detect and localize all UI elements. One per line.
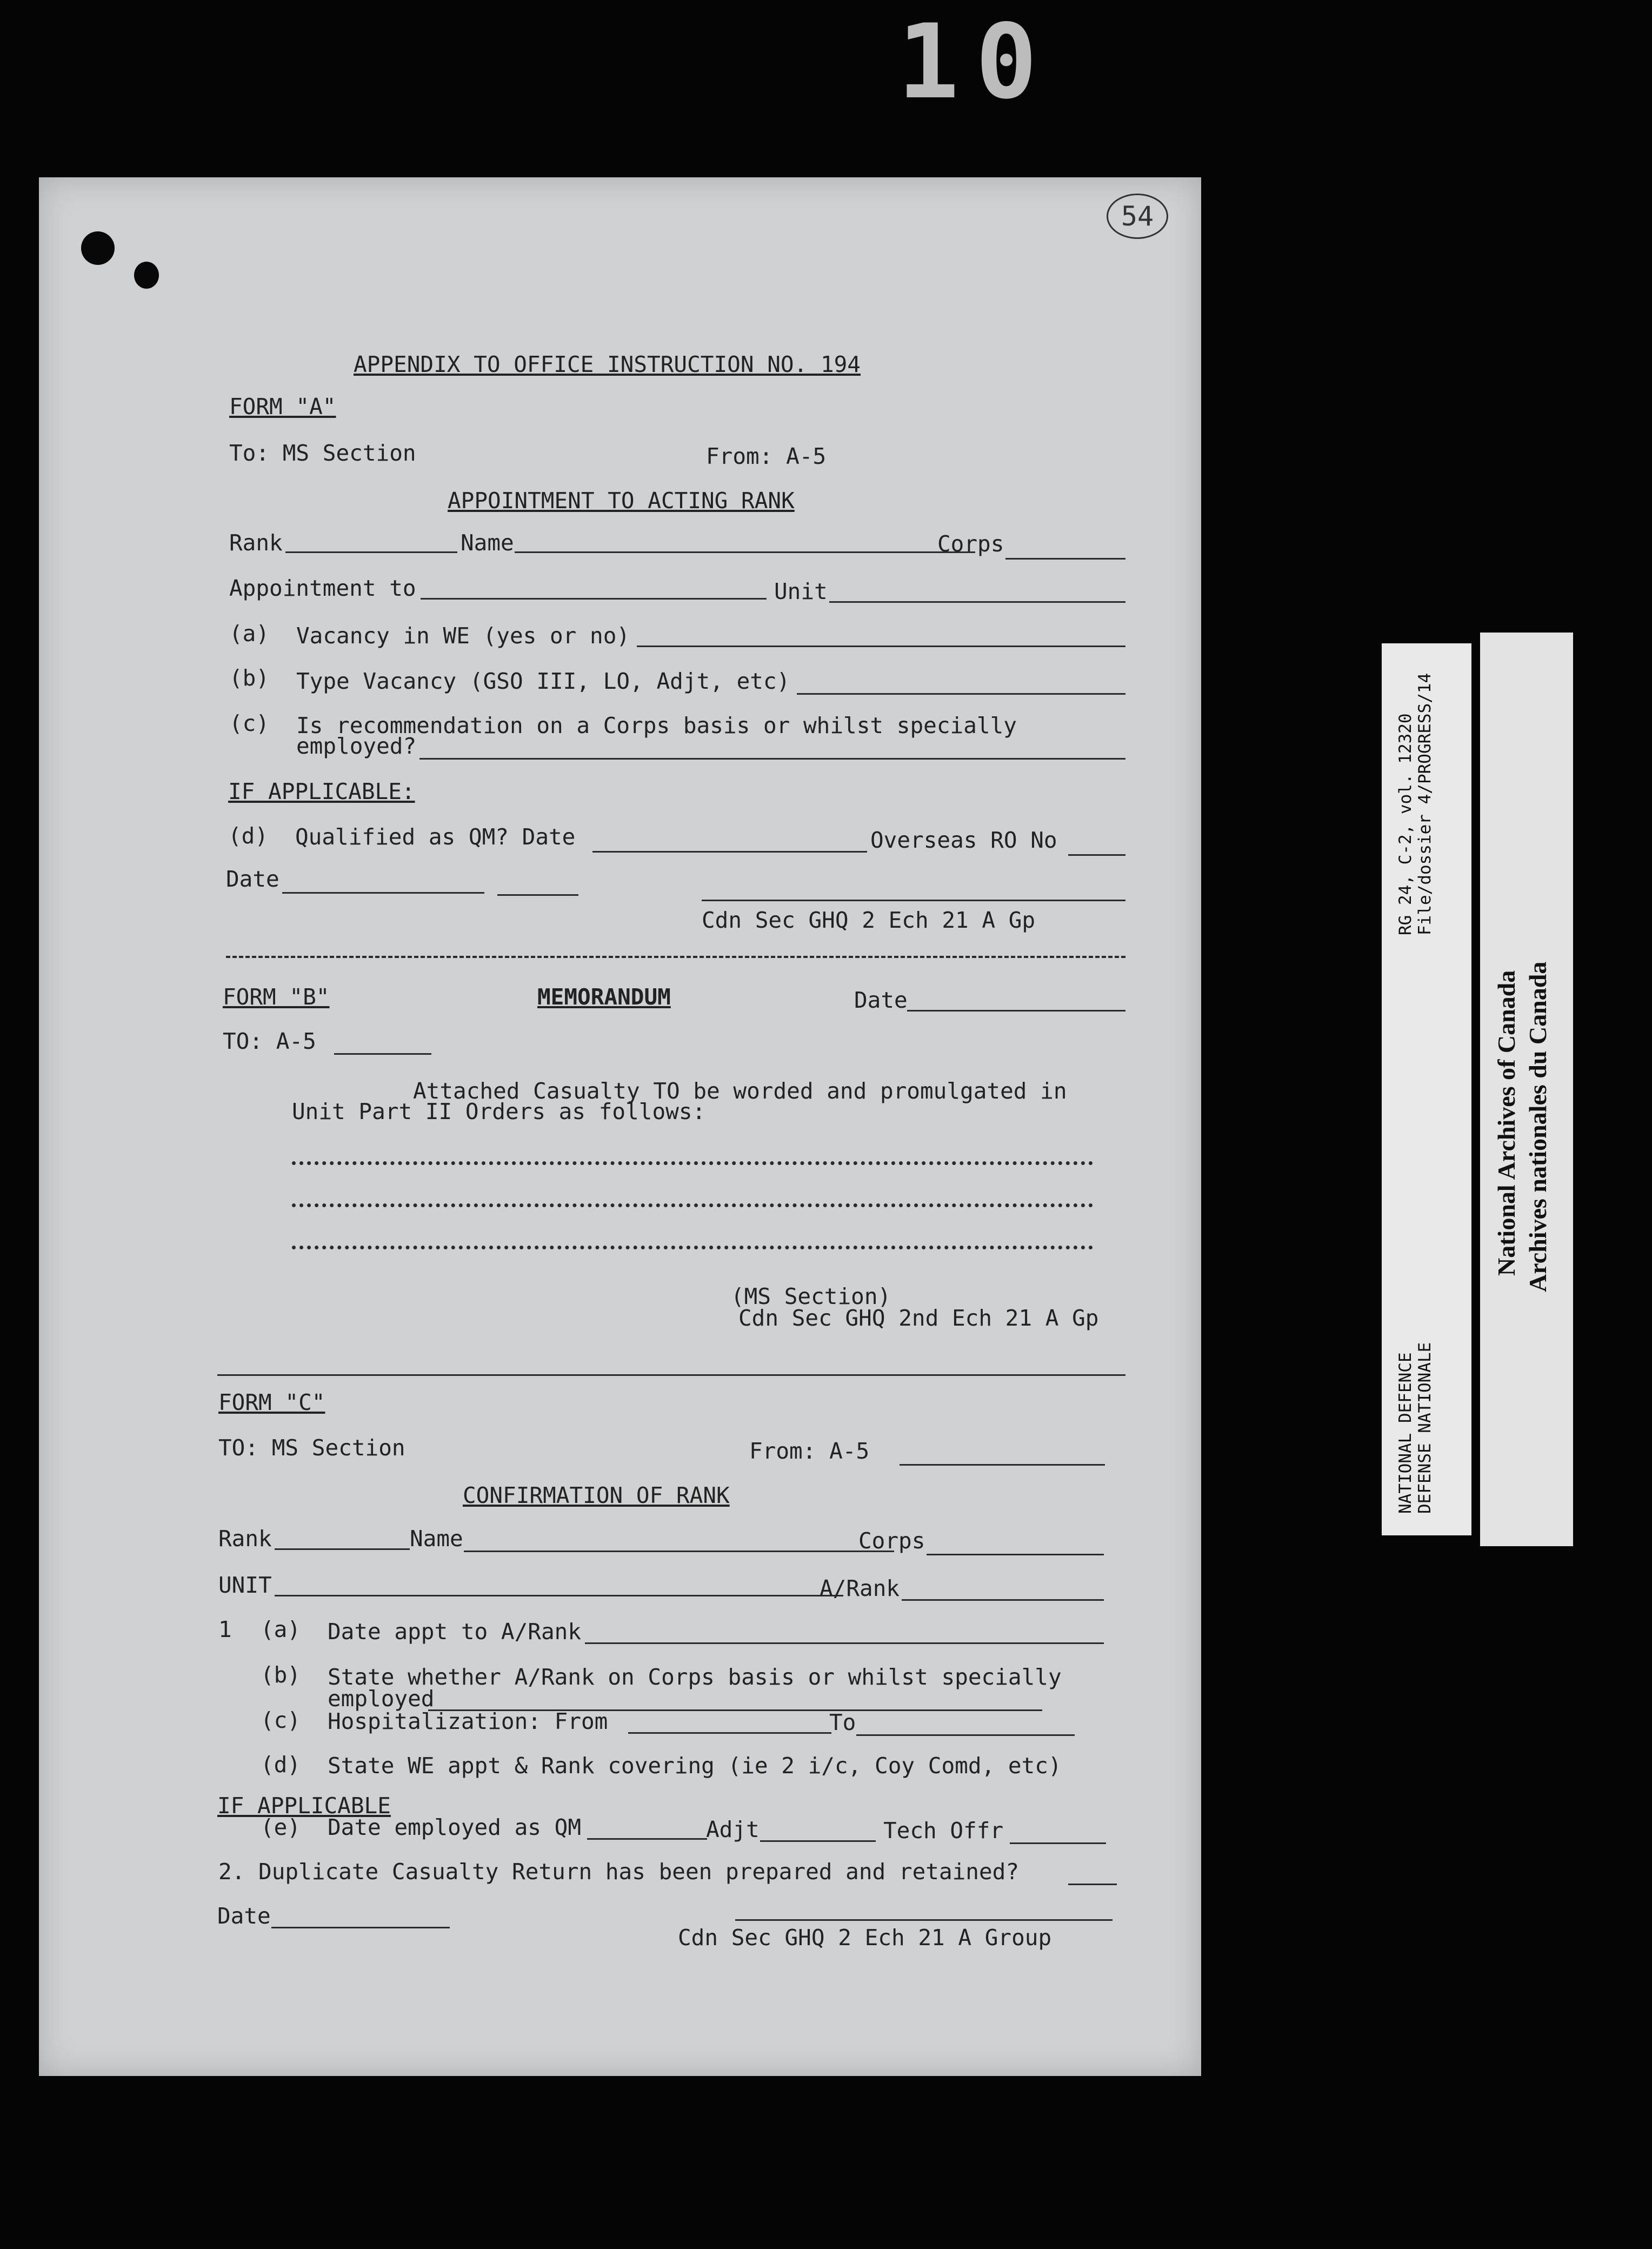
item-a-blank[interactable] [637, 646, 1125, 647]
form-a-title: APPOINTMENT TO ACTING RANK [448, 488, 795, 514]
form-c-to: TO: MS Section [218, 1435, 405, 1461]
form-c-from: From: A-5 [749, 1438, 870, 1464]
archive-name-label [1480, 633, 1573, 1546]
form-b-body-2: Unit Part II Orders as follows: [292, 1099, 706, 1124]
document-page [39, 177, 1201, 2076]
overseas-label: Overseas RO No [870, 827, 1057, 853]
item-a-label: (a) [229, 621, 270, 647]
form-c-item-e-label: (e) [261, 1814, 301, 1840]
form-c-arank-blank[interactable] [902, 1599, 1104, 1601]
form-c-unit-label: UNIT [218, 1572, 272, 1598]
archive-name-en: National Archives of Canada [1493, 970, 1520, 1276]
unit-blank[interactable] [829, 601, 1125, 603]
order-line-3[interactable] [292, 1246, 1093, 1249]
archive-dept-line-2: DEFENSE NATIONALE [1415, 1342, 1435, 1514]
hospital-from-blank[interactable] [628, 1732, 831, 1734]
adjt-label: Adjt [706, 1816, 760, 1842]
item-b-blank[interactable] [797, 693, 1125, 695]
form-a-to: To: MS Section [229, 440, 416, 466]
form-b-memo: MEMORANDUM [537, 984, 671, 1010]
item-c-text-cont: employed? [296, 733, 417, 759]
name-label: Name [461, 530, 514, 556]
form-c-date-blank[interactable] [271, 1927, 450, 1928]
corps-label: Corps [937, 531, 1004, 557]
tech-offr-blank[interactable] [1010, 1842, 1106, 1844]
form-c-title: CONFIRMATION OF RANK [463, 1482, 730, 1508]
form-c-signature: Cdn Sec GHQ 2 Ech 21 A Group [678, 1925, 1052, 1951]
unit-label: Unit [774, 578, 828, 604]
overseas-blank[interactable] [1068, 854, 1125, 856]
form-a-signature: Cdn Sec GHQ 2 Ech 21 A Gp [702, 907, 1036, 933]
archive-dept-line-1: NATIONAL DEFENCE [1396, 1352, 1415, 1514]
item-c-text: Is recommendation on a Corps basis or whilst specially [296, 713, 1017, 738]
item-c-label: (c) [229, 710, 270, 736]
if-applicable-label: IF APPLICABLE: [228, 778, 415, 804]
form-b-to: TO: A-5 [223, 1028, 316, 1054]
corps-blank[interactable] [1005, 558, 1125, 560]
form-c-item-a-label: (a) [261, 1616, 301, 1642]
archive-ref-line-1: RG 24, C-2, vol. 12320 [1396, 713, 1415, 935]
item-d-label: (d) [228, 823, 269, 849]
hospital-to-blank[interactable] [856, 1734, 1075, 1736]
form-b-date-label: Date [854, 987, 908, 1013]
form-c-item-1: 1 [218, 1616, 232, 1642]
form-a-date-blank[interactable] [282, 892, 484, 894]
hospital-to-label: To [829, 1709, 856, 1735]
form-a-date-label: Date [226, 866, 279, 892]
punch-hole [134, 262, 159, 289]
form-a-date-blank-2[interactable] [497, 894, 578, 896]
form-c-item-e-text: Date employed as QM [328, 1814, 581, 1840]
form-c-date-label: Date [217, 1903, 271, 1929]
form-a-label: FORM "A" [229, 394, 336, 420]
order-line-1[interactable] [292, 1161, 1093, 1165]
form-c-arank-label: A/Rank [820, 1575, 900, 1601]
item-b-text: Type Vacancy (GSO III, LO, Adjt, etc) [296, 668, 790, 694]
form-c-item-b-label: (b) [261, 1662, 301, 1688]
form-c-item-2: 2. Duplicate Casualty Return has been prepared and retained? [218, 1859, 1020, 1885]
punch-hole [81, 231, 115, 265]
form-c-item-d-label: (d) [261, 1752, 301, 1778]
qm-date-blank[interactable] [592, 851, 867, 853]
form-b-date-blank[interactable] [907, 1010, 1125, 1012]
form-b-to-blank[interactable] [334, 1053, 431, 1055]
form-b-label: FORM "B" [223, 984, 330, 1010]
form-c-item-a-text: Date appt to A/Rank [328, 1619, 581, 1645]
archive-name-fr: Archives nationales du Canada [1524, 961, 1551, 1292]
form-c-if-applicable: IF APPLICABLE [217, 1793, 391, 1819]
form-b-sign-1: (MS Section) [731, 1283, 891, 1309]
appointment-to-blank[interactable] [421, 598, 767, 600]
form-c-item-b-text: State whether A/Rank on Corps basis or whilst specially [328, 1664, 1062, 1690]
duplicate-return-blank[interactable] [1068, 1884, 1117, 1885]
form-a-from: From: A-5 [706, 443, 827, 469]
form-c-item-c-text: Hospitalization: From [328, 1708, 608, 1734]
form-b-sign-2: Cdn Sec GHQ 2nd Ech 21 A Gp [738, 1305, 1099, 1331]
rank-label: Rank [229, 530, 283, 556]
section-divider [226, 956, 1125, 958]
form-b-body-1: Attached Casualty TO be worded and promulgated in [413, 1078, 1067, 1104]
page-number: 54 [1107, 194, 1168, 239]
order-line-2[interactable] [292, 1203, 1093, 1207]
form-c-from-blank[interactable] [900, 1464, 1105, 1466]
item-d-text: Qualified as QM? Date [295, 824, 576, 850]
item-c-blank[interactable] [419, 758, 1125, 760]
archive-ref-line-2: File/dossier 4/PROGRESS/14 [1415, 673, 1435, 935]
form-c-unit-blank[interactable] [275, 1595, 843, 1596]
form-c-signature-line[interactable] [735, 1919, 1113, 1921]
form-c-name-label: Name [410, 1526, 463, 1552]
item-b-label: (b) [229, 665, 270, 691]
tech-offr-label: Tech Offr [883, 1818, 1004, 1844]
qm-blank[interactable] [587, 1838, 707, 1840]
name-blank[interactable] [515, 551, 975, 553]
rank-blank[interactable] [285, 551, 457, 553]
item-a-text: Vacancy in WE (yes or no) [296, 623, 630, 649]
section-divider-2 [217, 1374, 1125, 1376]
form-c-item-c-label: (c) [261, 1707, 301, 1733]
form-c-name-blank[interactable] [464, 1551, 894, 1552]
document-title: APPENDIX TO OFFICE INSTRUCTION NO. 194 [354, 351, 861, 377]
form-c-item-b-text-cont: employed [328, 1686, 435, 1712]
form-c-corps-blank[interactable] [927, 1554, 1104, 1555]
frame-number: 10 [897, 2, 1054, 122]
form-c-label: FORM "C" [218, 1389, 325, 1415]
form-c-rank-blank[interactable] [275, 1548, 410, 1550]
form-a-signature-line[interactable] [702, 900, 1125, 901]
form-c-corps-label: Corps [858, 1528, 925, 1554]
form-c-item-a-blank[interactable] [585, 1642, 1104, 1644]
form-c-item-d-text: State WE appt & Rank covering (ie 2 i/c, Coy Comd, etc) [328, 1753, 1062, 1779]
appointment-to-label: Appointment to [229, 575, 416, 601]
adjt-blank[interactable] [760, 1840, 876, 1842]
archive-reference-label [1382, 643, 1471, 1535]
form-c-rank-label: Rank [218, 1526, 272, 1552]
